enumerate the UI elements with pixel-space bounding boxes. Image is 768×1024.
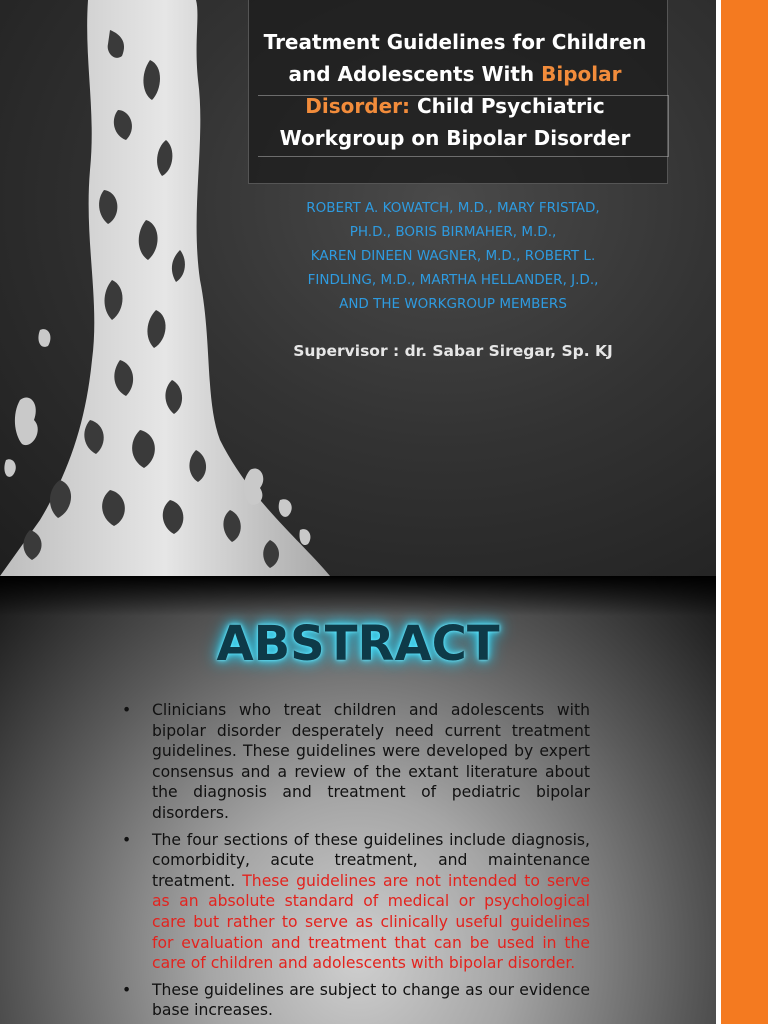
bullet-marker: • xyxy=(122,701,132,719)
bullet-text: The four sections of these guidelines include diagnosis, comorbidity, acute treatment, and maintenance treatment. xyxy=(152,830,590,890)
author-line: AND THE WORKGROUP MEMBERS xyxy=(339,296,567,312)
bullet-marker: • xyxy=(122,980,132,999)
bullet-text-emphasis: These guidelines are not intended to serve as an absolute standard of medical or psychological care but rather to serve as clinically useful guidelines for evaluation and treatment that can be used in the care of children and adolescents with bipolar disorder. xyxy=(152,871,590,973)
bullet-text: Clinicians who treat children and adolescents with bipolar disorder desperately need current treatment guidelines. These guidelines were developed by expert consensus and a review of the extant literature about the diagnosis and treatment of pediatric bipolar disorders. xyxy=(152,701,590,822)
author-line: ROBERT A. KOWATCH, M.D., MARY FRISTAD, xyxy=(306,200,600,216)
title-text-part2: Child Psychiatric Workgroup on Bipolar Disorder xyxy=(279,94,631,150)
orange-accent-bar xyxy=(716,576,768,1024)
title-text-part1: Treatment Guidelines for Children and Adolescents With xyxy=(263,30,647,86)
author-list xyxy=(268,196,638,316)
author-line: FINDLING, M.D., MARTHA HELLANDER, J.D., xyxy=(307,272,599,288)
list-item xyxy=(118,980,590,1021)
abstract-heading: ABSTRACT xyxy=(216,616,500,672)
author-line: PH.D., BORIS BIRMAHER, M.D., xyxy=(349,224,557,240)
supervisor-line: Supervisor : dr. Sabar Siregar, Sp. KJ xyxy=(293,342,613,360)
orange-accent-bar xyxy=(716,0,768,576)
abstract-slide xyxy=(0,576,716,1024)
author-line: KAREN DINEEN WAGNER, M.D., ROBERT L. xyxy=(310,248,596,264)
abstract-bullet-list xyxy=(118,700,590,1024)
list-item xyxy=(118,700,590,824)
slide-top-shade xyxy=(0,576,716,616)
bullet-text: These guidelines are subject to change as our evidence base increases. xyxy=(152,980,590,1020)
list-item xyxy=(118,830,590,974)
slide-title xyxy=(255,26,655,154)
title-highlight: Bipolar Disorder: xyxy=(305,62,622,118)
bullet-marker: • xyxy=(122,830,132,849)
